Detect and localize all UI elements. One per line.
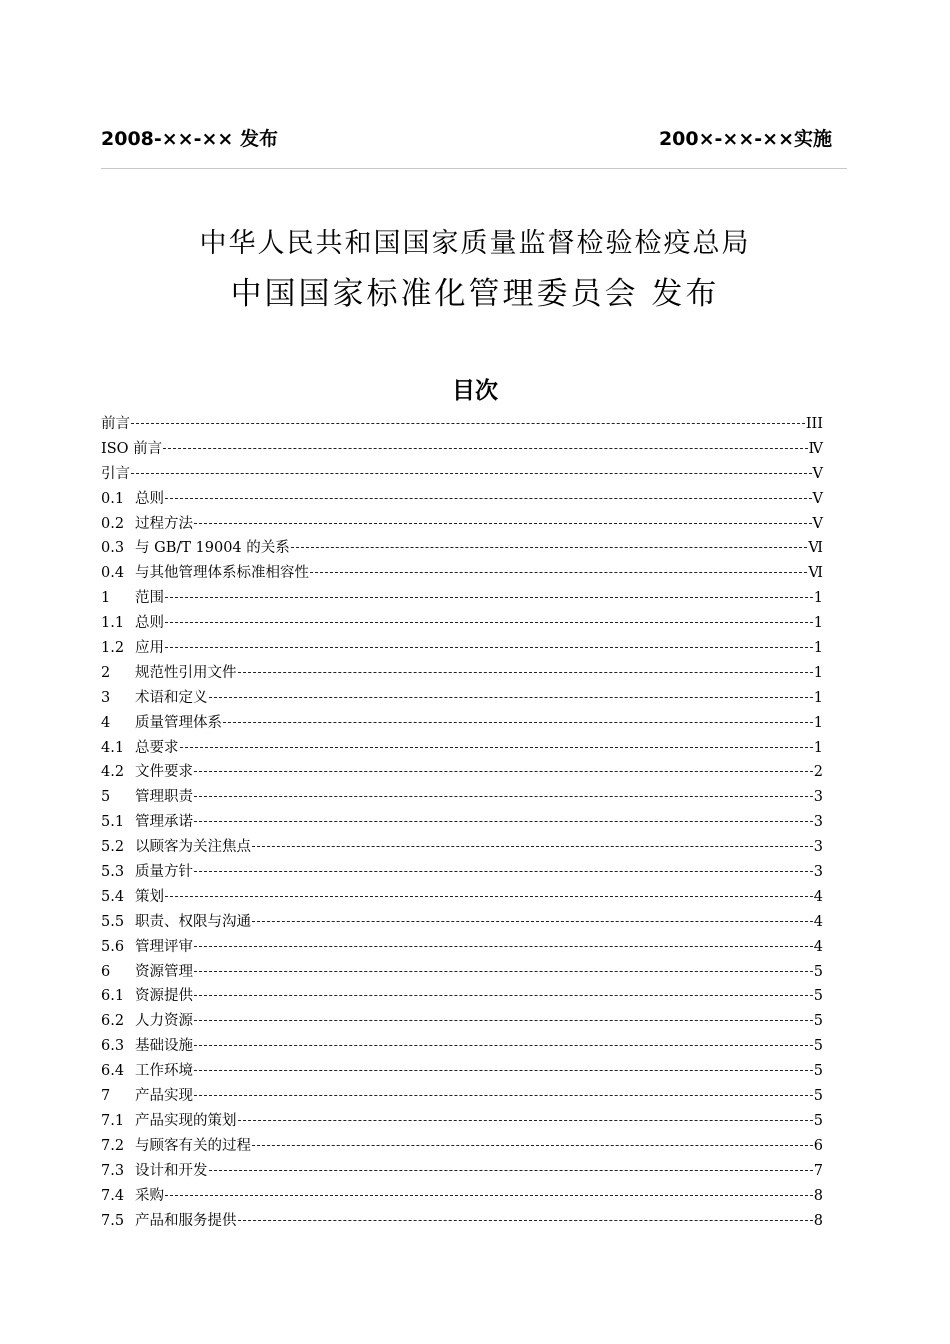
toc-entry-page: 5 xyxy=(813,963,823,980)
toc-entry-label: 管理承诺 xyxy=(135,814,193,831)
toc-dot-leader xyxy=(131,473,812,474)
toc-entry[interactable] xyxy=(101,835,823,860)
toc-entry-page: Ⅵ xyxy=(808,540,823,557)
toc-entry-page: 5 xyxy=(813,1063,823,1080)
toc-entry-label: 前言 xyxy=(101,416,130,432)
toc-entry-label: 采购 xyxy=(135,1187,164,1204)
toc-entry-number: 1.1 xyxy=(101,615,125,632)
publish-date: 2008-××-×× 发布 xyxy=(101,128,278,150)
toc-entry-page: 1 xyxy=(813,590,823,607)
toc-entry-label: 范围 xyxy=(135,590,164,607)
toc-dot-leader xyxy=(209,1170,813,1171)
toc-entry-label: 总则 xyxy=(135,490,164,507)
toc-entry-label: 过程方法 xyxy=(135,515,193,532)
toc-entry-page: 3 xyxy=(813,864,823,881)
toc-entry-page: 7 xyxy=(813,1162,823,1179)
toc-entry-label: 规范性引用文件 xyxy=(135,664,237,681)
toc-dot-leader xyxy=(165,622,813,623)
issuer-line-1: 中华人民共和国国家质量监督检验检疫总局 xyxy=(199,228,751,259)
toc-entry-page: 3 xyxy=(813,789,823,806)
toc-dot-leader xyxy=(165,597,813,598)
toc-entry-page: 1 xyxy=(813,714,823,731)
toc-entry-label: 管理评审 xyxy=(135,938,193,955)
toc-entry[interactable] xyxy=(101,1209,823,1234)
toc-entry-label: 与其他管理体系标准相容性 xyxy=(135,565,309,582)
toc-entry-page: 6 xyxy=(813,1137,823,1154)
toc-entry-label: 资源提供 xyxy=(135,988,193,1005)
issuer-line-2: 中国国家标准化管理委员会 发布 xyxy=(230,276,720,312)
toc-entry[interactable] xyxy=(101,536,823,561)
toc-entry[interactable] xyxy=(101,586,823,611)
toc-entry[interactable] xyxy=(101,736,823,761)
toc-entry-number: 1.2 xyxy=(101,640,125,657)
toc-entry-number: 3 xyxy=(101,689,111,706)
toc-entry[interactable] xyxy=(101,885,823,910)
toc-entry-label: 以顾客为关注焦点 xyxy=(135,839,251,856)
toc-dot-leader xyxy=(194,871,813,872)
toc-entry-label: 产品实现 xyxy=(135,1088,193,1105)
toc-dot-leader xyxy=(209,697,813,698)
toc-entry-label: 术语和定义 xyxy=(135,689,208,706)
toc-entry-number: 7.1 xyxy=(101,1112,125,1129)
toc-entry-label: ISO 前言 xyxy=(101,440,163,457)
toc-entry-label: 工作环境 xyxy=(135,1063,193,1080)
toc-dot-leader xyxy=(252,846,813,847)
toc-dot-leader xyxy=(194,1070,813,1071)
toc-entry-number: 5.4 xyxy=(101,888,125,905)
toc-dot-leader xyxy=(194,995,813,996)
toc-dot-leader xyxy=(194,1095,813,1096)
toc-entry-page: 2 xyxy=(813,764,823,781)
toc-entry-label: 基础设施 xyxy=(135,1038,193,1055)
toc-entry-number: 7.5 xyxy=(101,1212,125,1229)
toc-entry-number: 4 xyxy=(101,714,111,731)
toc-entry-label: 与 GB/T 19004 的关系 xyxy=(135,540,290,557)
toc-dot-leader xyxy=(194,771,813,772)
toc-entry-page: 1 xyxy=(813,739,823,756)
toc-entry[interactable] xyxy=(101,462,823,487)
table-of-contents xyxy=(101,412,823,1233)
toc-entry[interactable] xyxy=(101,785,823,810)
toc-entry-label: 设计和开发 xyxy=(135,1162,208,1179)
toc-entry[interactable] xyxy=(101,412,823,437)
toc-dot-leader xyxy=(194,821,813,822)
toc-entry[interactable] xyxy=(101,1159,823,1184)
toc-entry-label: 职责、权限与沟通 xyxy=(135,913,251,930)
toc-entry-number: 6.4 xyxy=(101,1063,125,1080)
toc-dot-leader xyxy=(223,722,813,723)
toc-entry-number: 4.2 xyxy=(101,764,125,781)
implement-date: 200×-××-××实施 xyxy=(658,128,832,150)
toc-entry[interactable] xyxy=(101,1009,823,1034)
toc-entry[interactable] xyxy=(101,686,823,711)
toc-entry-number: 5.5 xyxy=(101,913,125,930)
toc-entry-label: 管理职责 xyxy=(135,789,193,806)
toc-dot-leader xyxy=(131,423,805,424)
toc-title: 目次 xyxy=(452,378,498,404)
toc-entry-label: 与顾客有关的过程 xyxy=(135,1137,251,1154)
toc-entry-page: 8 xyxy=(813,1187,823,1204)
toc-entry[interactable] xyxy=(101,711,823,736)
toc-dot-leader xyxy=(194,971,813,972)
toc-entry-number: 6 xyxy=(101,963,111,980)
toc-entry-number: 0.1 xyxy=(101,490,125,507)
toc-entry-label: 产品和服务提供 xyxy=(135,1212,237,1229)
toc-entry-page: Ⅵ xyxy=(808,565,823,582)
toc-entry[interactable] xyxy=(101,1059,823,1084)
toc-entry-page: Ⅴ xyxy=(812,490,823,507)
toc-entry[interactable] xyxy=(101,860,823,885)
toc-entry-number: 2 xyxy=(101,664,111,681)
toc-dot-leader xyxy=(238,1120,813,1121)
date-header xyxy=(101,124,832,151)
toc-entry-number: 5.3 xyxy=(101,864,125,881)
toc-entry-page: 8 xyxy=(813,1212,823,1229)
toc-dot-leader xyxy=(165,1195,813,1196)
toc-entry[interactable] xyxy=(101,910,823,935)
toc-entry-label: 人力资源 xyxy=(135,1013,193,1030)
toc-entry-page: 5 xyxy=(813,1112,823,1129)
toc-entry[interactable] xyxy=(101,561,823,586)
toc-entry-page: III xyxy=(805,416,823,432)
toc-entry-number: 7.3 xyxy=(101,1162,125,1179)
toc-entry-page: 5 xyxy=(813,988,823,1005)
toc-entry-number: 7.4 xyxy=(101,1187,125,1204)
toc-entry[interactable] xyxy=(101,437,823,462)
toc-entry-page: 5 xyxy=(813,1013,823,1030)
toc-dot-leader xyxy=(252,1145,813,1146)
toc-entry[interactable] xyxy=(101,1109,823,1134)
toc-entry-label: 引言 xyxy=(101,465,130,482)
toc-entry-page: 1 xyxy=(813,664,823,681)
toc-entry-page: 5 xyxy=(813,1088,823,1105)
toc-entry[interactable] xyxy=(101,1034,823,1059)
toc-entry-label: 总则 xyxy=(135,615,164,632)
toc-entry-page: Ⅴ xyxy=(812,465,823,482)
toc-dot-leader xyxy=(165,896,813,897)
toc-entry[interactable] xyxy=(101,760,823,785)
toc-dot-leader xyxy=(180,747,813,748)
toc-entry-number: 5 xyxy=(101,789,111,806)
toc-entry-number: 6.2 xyxy=(101,1013,125,1030)
toc-entry[interactable] xyxy=(101,960,823,985)
toc-entry-number: 5.1 xyxy=(101,814,125,831)
toc-entry-page: 5 xyxy=(813,1038,823,1055)
toc-entry[interactable] xyxy=(101,935,823,960)
toc-entry-label: 资源管理 xyxy=(135,963,193,980)
toc-dot-leader xyxy=(238,672,813,673)
toc-dot-leader xyxy=(194,1045,813,1046)
toc-entry[interactable] xyxy=(101,984,823,1009)
toc-entry-page: 4 xyxy=(813,938,823,955)
toc-entry-number: 0.3 xyxy=(101,540,125,557)
toc-entry-label: 文件要求 xyxy=(135,764,193,781)
toc-entry-page: 3 xyxy=(813,814,823,831)
toc-entry-number: 4.1 xyxy=(101,739,125,756)
toc-entry-page: 1 xyxy=(813,615,823,632)
toc-entry-page: 1 xyxy=(813,689,823,706)
toc-entry-number: 6.3 xyxy=(101,1038,125,1055)
toc-entry-label: 质量方针 xyxy=(135,864,193,881)
toc-entry-page: 1 xyxy=(813,640,823,657)
toc-entry-number: 0.2 xyxy=(101,515,125,532)
toc-dot-leader xyxy=(165,498,812,499)
toc-entry-number: 6.1 xyxy=(101,988,125,1005)
toc-entry[interactable] xyxy=(101,1084,823,1109)
toc-entry-number: 1 xyxy=(101,590,111,607)
toc-dot-leader xyxy=(194,946,813,947)
toc-entry-number: 0.4 xyxy=(101,565,125,582)
toc-entry-label: 策划 xyxy=(135,888,164,905)
toc-entry-label: 总要求 xyxy=(135,739,179,756)
toc-entry-number: 7 xyxy=(101,1088,111,1105)
toc-dot-leader xyxy=(310,572,807,573)
toc-entry-label: 质量管理体系 xyxy=(135,714,222,731)
toc-entry-page: 4 xyxy=(813,913,823,930)
toc-entry[interactable] xyxy=(101,1134,823,1159)
toc-dot-leader xyxy=(291,547,808,548)
toc-entry[interactable] xyxy=(101,611,823,636)
toc-dot-leader xyxy=(194,1020,813,1021)
toc-entry[interactable] xyxy=(101,661,823,686)
toc-entry-label: 产品实现的策划 xyxy=(135,1112,237,1129)
toc-entry[interactable] xyxy=(101,810,823,835)
toc-entry[interactable] xyxy=(101,1184,823,1209)
toc-entry-label: 应用 xyxy=(135,640,164,657)
toc-entry-page: Ⅴ xyxy=(812,515,823,532)
toc-entry-page: Ⅳ xyxy=(808,440,823,457)
toc-entry[interactable] xyxy=(101,636,823,661)
header-divider xyxy=(101,168,847,169)
toc-dot-leader xyxy=(238,1220,813,1221)
toc-entry-number: 5.2 xyxy=(101,839,125,856)
toc-entry-number: 5.6 xyxy=(101,938,125,955)
toc-entry[interactable] xyxy=(101,487,823,512)
toc-dot-leader xyxy=(165,647,813,648)
toc-dot-leader xyxy=(252,921,813,922)
toc-dot-leader xyxy=(194,796,813,797)
toc-entry-page: 3 xyxy=(813,839,823,856)
toc-entry-page: 4 xyxy=(813,888,823,905)
toc-dot-leader xyxy=(194,523,812,524)
toc-dot-leader xyxy=(163,448,807,449)
toc-entry[interactable] xyxy=(101,512,823,537)
toc-entry-number: 7.2 xyxy=(101,1137,125,1154)
